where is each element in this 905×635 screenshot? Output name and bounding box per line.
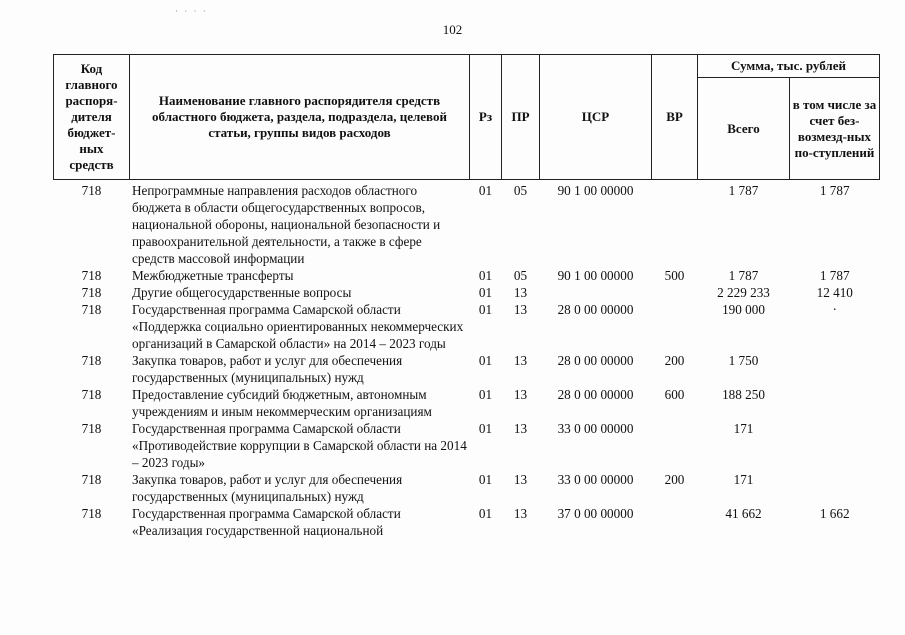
table-row	[54, 471, 880, 505]
cell-total: 190 000	[722, 302, 765, 317]
cell-code: 718	[81, 506, 102, 521]
page-number: 102	[442, 22, 463, 37]
cell-rz: 01	[478, 421, 493, 436]
cell-total: 171	[733, 421, 754, 436]
header-pr: ПР	[502, 55, 540, 180]
header-rz: Рз	[470, 55, 502, 180]
cell-rz: 01	[478, 387, 493, 402]
cell-total: 1 750	[728, 353, 759, 368]
cell-free	[790, 386, 880, 420]
cell-pr: 05	[513, 268, 528, 283]
table-row	[54, 180, 880, 268]
cell-vr: 600	[664, 387, 685, 402]
header-name: Наименование главного распорядителя средств областного бюджета, раздела, подраздела, целевой статьи, группы видов расходов	[130, 55, 470, 180]
cell-vr: 500	[664, 268, 685, 283]
cell-name: Другие общегосударственные вопросы	[132, 285, 352, 300]
cell-total: 1 787	[728, 268, 759, 283]
scan-mark: · · · ·	[175, 6, 208, 16]
table-row	[54, 505, 880, 539]
cell-total: 1 787	[728, 183, 759, 198]
cell-rz: 01	[478, 183, 493, 198]
cell-name: Межбюджетные трансферты	[132, 268, 294, 283]
table-header	[54, 55, 880, 180]
cell-free	[790, 420, 880, 471]
table-row	[54, 284, 880, 301]
cell-rz: 01	[478, 506, 493, 521]
header-csr: ЦСР	[540, 55, 652, 180]
cell-csr: 33 0 00 00000	[557, 421, 634, 436]
cell-rz: 01	[478, 353, 493, 368]
table-row	[54, 386, 880, 420]
cell-csr: 37 0 00 00000	[557, 506, 634, 521]
cell-csr: 28 0 00 00000	[557, 353, 634, 368]
cell-code: 718	[81, 472, 102, 487]
cell-code: 718	[81, 268, 102, 283]
cell-total: 188 250	[722, 387, 765, 402]
header-total: Всего	[698, 78, 790, 180]
header-sum: Сумма, тыс. рублей	[698, 55, 880, 78]
cell-vr	[652, 284, 698, 301]
table-body	[54, 180, 880, 540]
cell-name: Государственная программа Самарской области «Поддержка социально ориентированных некоммерческих организаций в Самарской области» на 2014 – 2023 годы	[132, 302, 464, 351]
cell-csr: 28 0 00 00000	[557, 387, 634, 402]
budget-table	[53, 54, 880, 539]
cell-total: 41 662	[725, 506, 762, 521]
cell-free: 1 787	[819, 268, 850, 283]
table-row	[54, 267, 880, 284]
table-row	[54, 420, 880, 471]
cell-csr	[540, 284, 652, 301]
cell-code: 718	[81, 387, 102, 402]
cell-code: 718	[81, 353, 102, 368]
cell-total: 171	[733, 472, 754, 487]
cell-vr	[652, 301, 698, 352]
cell-pr: 13	[513, 472, 528, 487]
header-free: в том числе за счет без-возмезд-ных по-ступлений	[790, 78, 880, 180]
cell-pr: 13	[513, 302, 528, 317]
cell-pr: 13	[513, 387, 528, 402]
cell-name: Предоставление субсидий бюджетным, автономным учреждениям и иным некоммерческим организациям	[132, 387, 432, 419]
cell-free: 1 787	[819, 183, 850, 198]
cell-vr	[652, 505, 698, 539]
header-vr: ВР	[652, 55, 698, 180]
cell-rz: 01	[478, 472, 493, 487]
table-row	[54, 352, 880, 386]
cell-vr: 200	[664, 353, 685, 368]
cell-name: Закупка товаров, работ и услуг для обеспечения государственных (муниципальных) нужд	[132, 472, 403, 504]
cell-name: Непрограммные направления расходов областного бюджета в области общегосударственных вопросов, национальной обороны, национальной безопасности и правоохранительной деятельности, а также в сфере средств массовой информации	[132, 183, 441, 266]
cell-pr: 13	[513, 285, 528, 300]
cell-code: 718	[81, 183, 102, 198]
cell-free: 1 662	[819, 506, 850, 521]
cell-rz: 01	[478, 302, 493, 317]
cell-code: 718	[81, 285, 102, 300]
cell-total: 2 229 233	[717, 285, 770, 300]
cell-name: Государственная программа Самарской области «Реализация государственной национальной	[132, 506, 401, 538]
cell-code: 718	[81, 302, 102, 317]
cell-vr	[652, 180, 698, 268]
cell-name: Закупка товаров, работ и услуг для обеспечения государственных (муниципальных) нужд	[132, 353, 403, 385]
cell-vr	[652, 420, 698, 471]
table-row	[54, 301, 880, 352]
cell-csr: 90 1 00 00000	[557, 183, 634, 198]
cell-pr: 13	[513, 353, 528, 368]
cell-free	[790, 352, 880, 386]
cell-code: 718	[81, 421, 102, 436]
cell-free: 12 410	[816, 285, 853, 300]
cell-pr: 05	[513, 183, 528, 198]
cell-rz: 01	[478, 285, 493, 300]
cell-pr: 13	[513, 506, 528, 521]
cell-csr: 90 1 00 00000	[557, 268, 634, 283]
cell-name: Государственная программа Самарской области «Противодействие коррупции в Самарской области на 2014 – 2023 годы»	[132, 421, 467, 470]
cell-pr: 13	[513, 421, 528, 436]
cell-free: ·	[832, 302, 837, 317]
cell-rz: 01	[478, 268, 493, 283]
cell-csr: 33 0 00 00000	[557, 472, 634, 487]
header-code: Код главного распоря-дителя бюджет-ных средств	[54, 55, 130, 180]
cell-csr: 28 0 00 00000	[557, 302, 634, 317]
cell-free	[790, 471, 880, 505]
cell-vr: 200	[664, 472, 685, 487]
